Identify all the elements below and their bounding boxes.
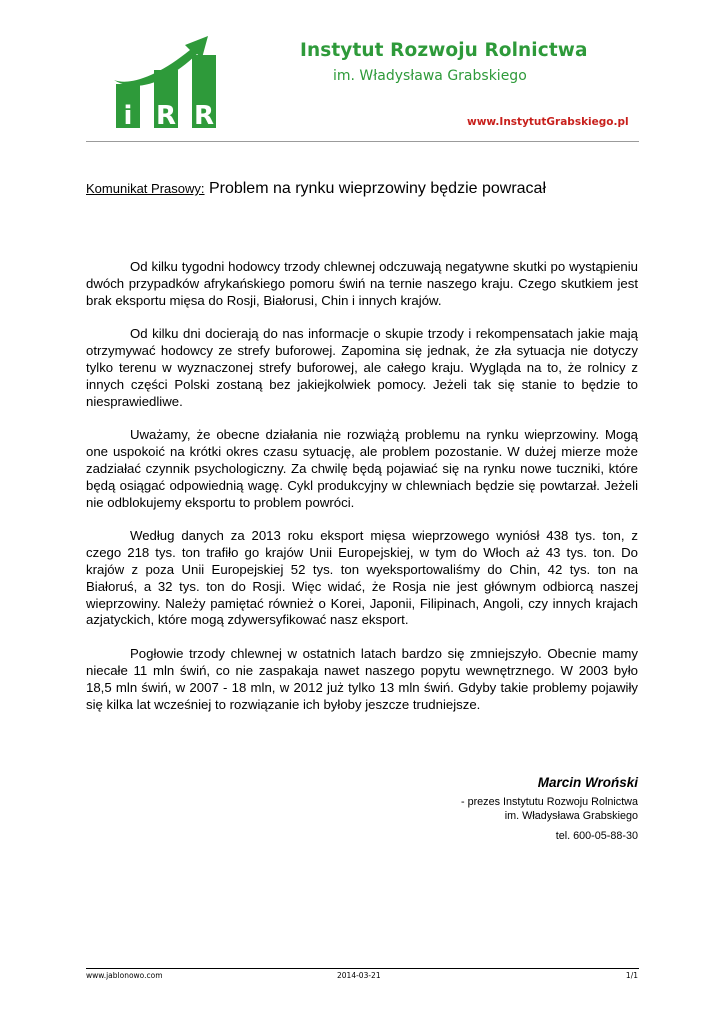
signature-phone: tel. 600-05-88-30 (555, 830, 638, 842)
footer-page-number: 1/1 (625, 971, 638, 980)
footer-divider (86, 968, 639, 969)
press-title (86, 180, 646, 198)
org-name: Instytut Rozwoju Rolnictwa (300, 40, 588, 61)
logo-letter-r2: R (193, 101, 215, 131)
header-divider (86, 141, 639, 142)
signature-institute: im. Władysława Grabskiego (504, 810, 638, 822)
paragraph: Od kilku dni docierają do nas informacje o skupie trzody i rekompensatach jakie mają otrzymywać hodowcy ze strefy buforowej. Zapomina się jednak, że zła sytuacja nie dotyczy tylko terenu w wyznaczonej strefy buforowej, ale całego kraju. Wygląda na to, że rolnicy z innych części Polski zostaną bez jakiejkolwiek pomocy. Jeżeli tak się stanie to będzie to niesprawiedliwe. (86, 326, 638, 409)
article-body (86, 259, 638, 730)
logo-letter-r1: R (155, 101, 177, 131)
paragraph: Uważamy, że obecne działania nie rozwiążą problemu na rynku wieprzowiny. Mogą one uspokoić na krótki okres czasu sytuację, ale problem pozostanie. W dużej mierze może zadziałać czynnik psychologiczny. Za chwilę będą pojawiać się na rynku nowe tuczniki, które będą osiągać odpowiednią wagę. Cykl produkcyjny w chlewniach będzie się powtarzał. Jeżeli nie odblokujemy eksportu to problem powróci. (86, 427, 638, 510)
logo-letter-i: i (123, 101, 133, 131)
irr-logo (108, 28, 226, 132)
paragraph: Pogłowie trzody chlewnej w ostatnich latach bardzo się zmniejszyło. Obecnie mamy niecałe 11 mln świń, co nie zaspakaja nawet naszego popytu wewnętrznego. W 2003 było 18,5 mln świń, w 2007 - 18 mln, w 2012 już tylko 13 mln świń. Gdyby takie problemy pojawiły się kilka lat wcześniej to rozwiązanie ich byłoby jeszcze trudniejsze. (86, 646, 638, 712)
footer-date: 2014-03-21 (337, 971, 381, 980)
org-website-link[interactable]: www.InstytutGrabskiego.pl (467, 116, 629, 128)
signature-name: Marcin Wroński (537, 775, 638, 790)
press-headline: Problem na rynku wieprzowiny będzie powracał (208, 180, 546, 197)
signature-block (461, 775, 638, 842)
footer-website-link[interactable]: www.jablonowo.com (86, 971, 163, 980)
paragraph: Według danych za 2013 roku eksport mięsa wieprzowego wyniósł 438 tys. ton, z czego 218 tys. ton trafiło go krajów Unii Europejskiej, w tym do Włoch aż 43 tys. ton. Do krajów z poza Unii Europejskiej 52 tys. ton wyeksportowaliśmy do Chin, 42 tys. ton na Białoruś, a 32 tys. ton do Rosji. Więc widać, że Rosja nie jest głównym odbiorcą naszej wieprzowiny. Należy pamiętać również o Korei, Japonii, Filipinach, Angoli, czy innych krajach azjatyckich, które mogą zdywersyfikować nasz eksport. (86, 528, 638, 628)
press-label: Komunikat Prasowy: (86, 181, 205, 196)
org-subtitle: im. Władysława Grabskiego (333, 68, 527, 84)
paragraph: Od kilku tygodni hodowcy trzody chlewnej odczuwają negatywne skutki po wystąpieniu dwóch przypadków afrykańskiego pomoru świń na ternie naszego kraju. Czego skutkiem jest brak eksportu mięsa do Rosji, Białorusi, Chin i innych krajów. (86, 259, 638, 308)
signature-role: - prezes Instytutu Rozwoju Rolnictwa (460, 796, 638, 808)
